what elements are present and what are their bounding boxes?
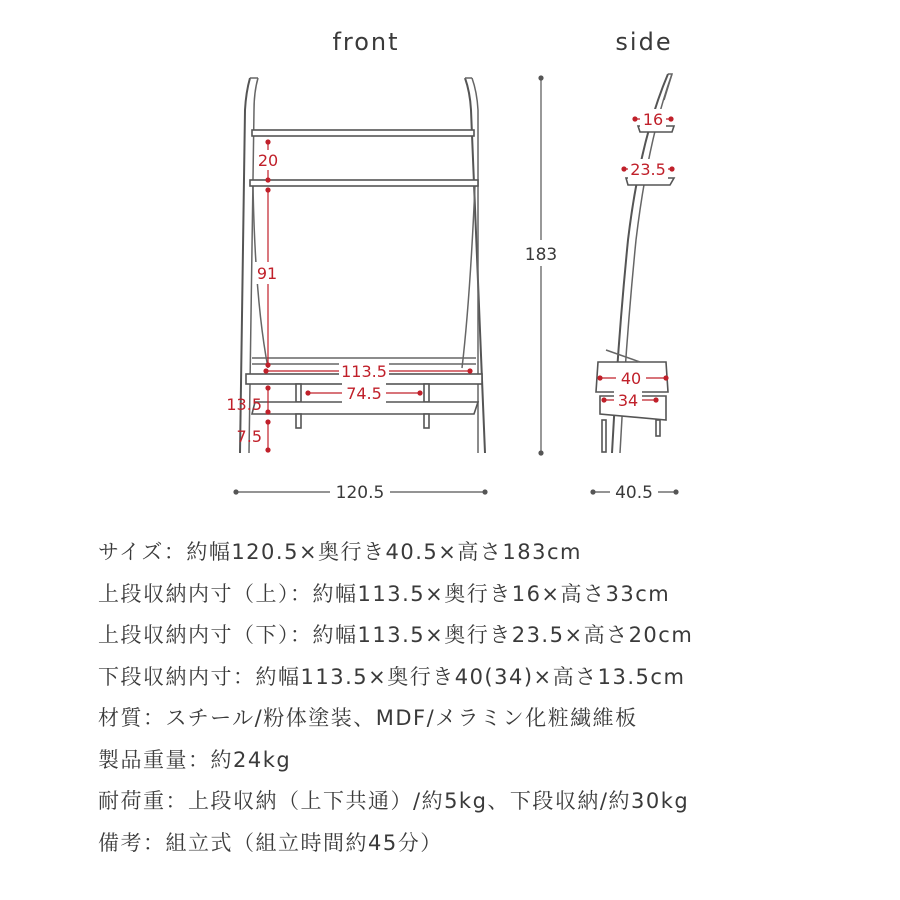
specifications-list [98,532,878,864]
front-bottom-shelf [252,402,478,414]
side-second-shelf [626,178,674,185]
dim-total-height: 183 [524,245,558,265]
spec-upper-storage-bottom: 上段収納内寸（下）：約幅113.5×奥行き23.5×高さ20cm [98,623,694,647]
spec-notes: 備考：組立式（組立時間約45分） [98,830,443,855]
spec-weight: 製品重量：約24kg [98,747,292,772]
side-view-title: side [615,28,673,56]
dim-top-gap: 20 [257,151,279,170]
spec-material: 材質：スチール/粉体塗装、MDF/メラミン化粧繊維板 [98,706,638,730]
front-view-title: front [332,28,400,56]
dim-total-width: 120.5 [335,483,385,503]
dim-leg-height: 7.5 [236,427,262,446]
side-black-dimensions [590,480,678,504]
front-second-shelf [250,180,478,186]
spec-lower-storage: 下段収納内寸：約幅113.5×奥行き40(34)×高さ13.5cm [98,664,686,689]
dim-side-top-depth: 16 [642,110,664,129]
dim-side-second-depth: 23.5 [630,160,666,179]
dim-lower-inner-width: 74.5 [346,384,382,403]
dim-inner-width: 113.5 [341,362,387,381]
spec-load-capacity: 耐荷重：上段収納（上下共通）/約5kg、下段収納/約30kg [98,789,690,813]
front-top-shelf [252,130,474,136]
spec-upper-storage-top: 上段収納内寸（上）：約幅113.5×奥行き16×高さ33cm [98,581,671,606]
dim-side-lower-depth-2: 34 [617,391,639,410]
dim-side-lower-depth: 40 [620,369,642,388]
dim-lower-height: 13.5 [226,395,262,414]
dim-total-depth: 40.5 [615,483,653,503]
dim-main-height: 91 [256,264,278,283]
spec-size: サイズ：約幅120.5×奥行き40.5×高さ183cm [98,540,582,564]
front-black-dimensions [233,75,562,504]
